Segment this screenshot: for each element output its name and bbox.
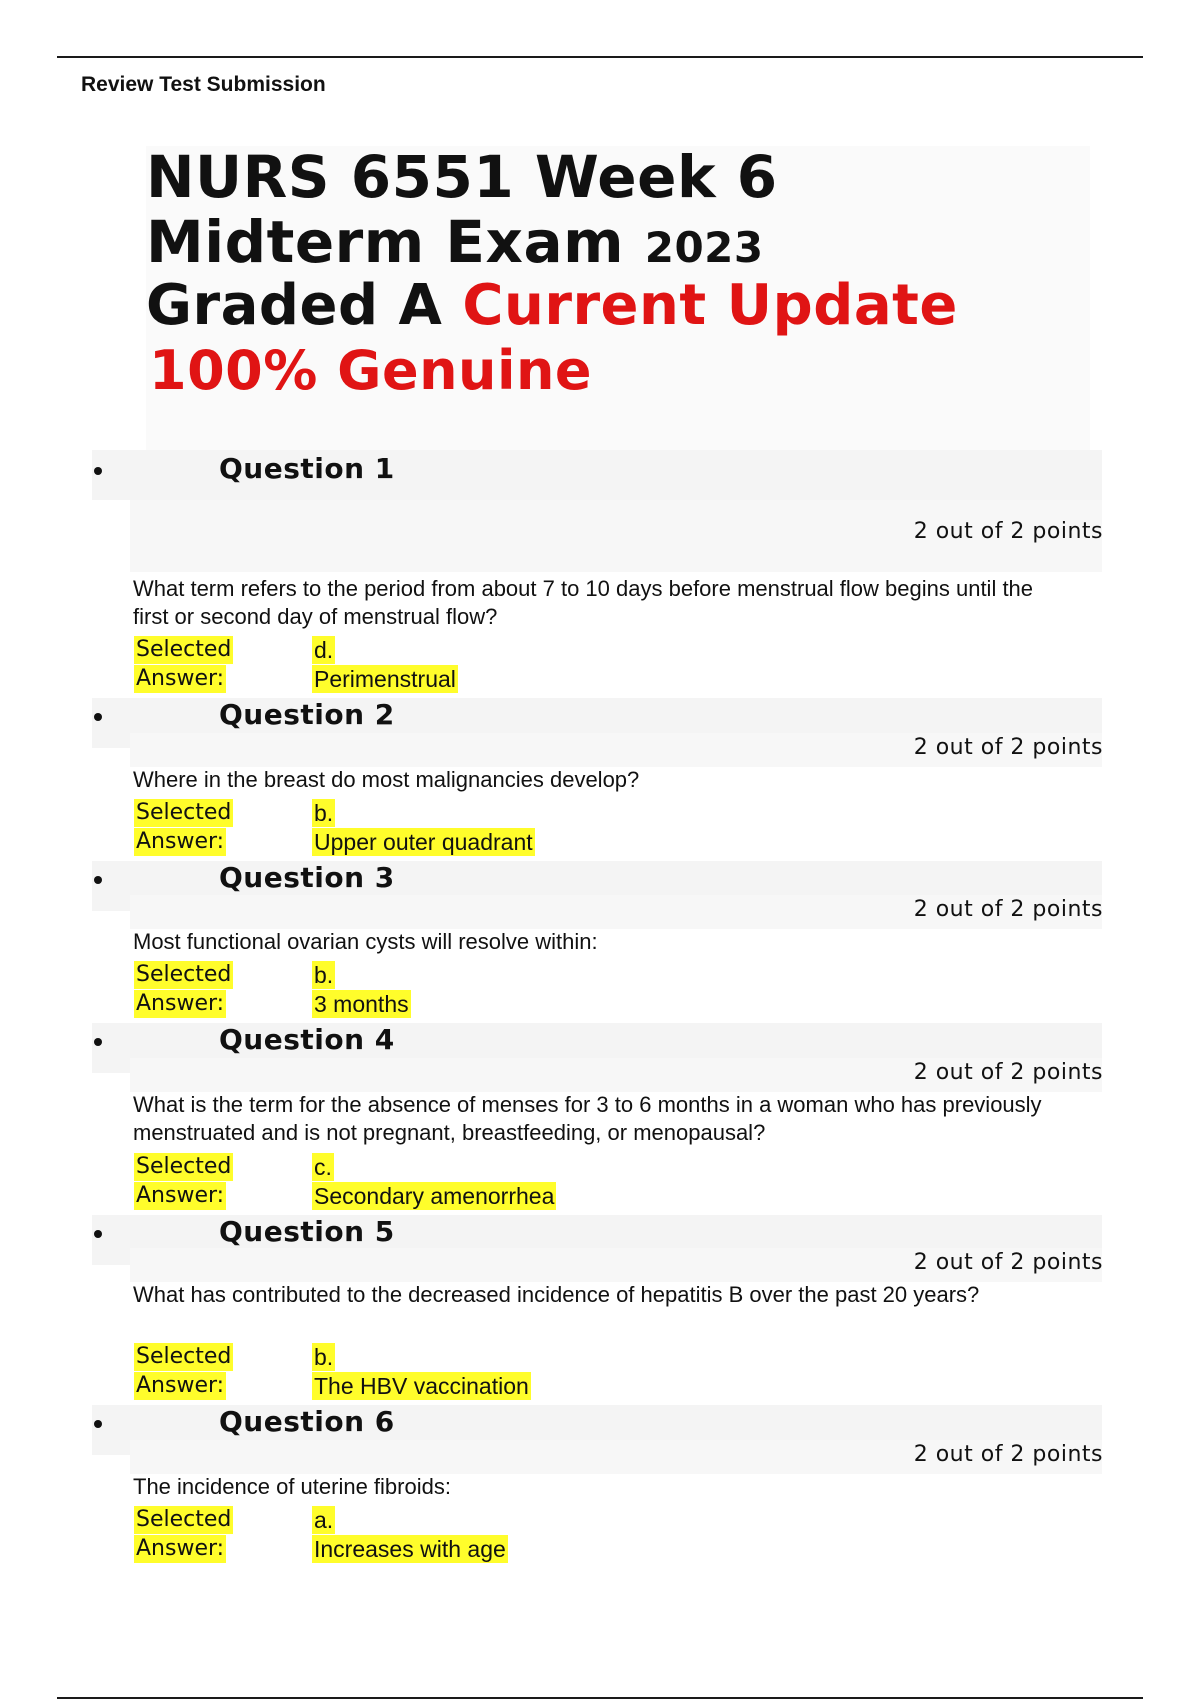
bullet-icon	[94, 713, 102, 721]
selected-label: Selected	[136, 637, 232, 662]
question-points: 2 out of 2 points	[913, 735, 1103, 760]
question-text: What has contributed to the decreased incidence of hepatitis B over the past 20 years?	[133, 1282, 980, 1307]
selected-answer: Increases with age	[314, 1536, 506, 1562]
selected-label: Selected	[136, 962, 232, 987]
title-line-1	[146, 143, 778, 211]
question-points: 2 out of 2 points	[913, 519, 1103, 544]
title-line-2	[146, 208, 764, 276]
answer-choice-letter: c.	[314, 1154, 332, 1180]
answer-choice-letter: b.	[314, 962, 334, 988]
title-line-4	[149, 339, 592, 402]
question-text: What term refers to the period from about 7 to 10 days before menstrual flow begins until the first or second day of menstrual flow?	[133, 576, 1034, 629]
question-text: Most functional ovarian cysts will resolve within:	[133, 929, 598, 954]
question-text: Where in the breast do most malignancies develop?	[133, 767, 640, 792]
question-points: 2 out of 2 points	[913, 1250, 1103, 1275]
title-genuine: 100% Genuine	[149, 339, 593, 402]
top-rule	[57, 56, 1143, 58]
question-text: What is the term for the absence of menses for 3 to 6 months in a woman who has previously menstruated and is not pregnant, breastfeeding, or menopausal?	[133, 1092, 1042, 1145]
question-points: 2 out of 2 points	[913, 1060, 1103, 1085]
bullet-icon	[94, 1230, 102, 1238]
selected-label: Selected	[136, 800, 232, 825]
selected-label: Selected	[136, 1154, 232, 1179]
answer-label: Answer:	[136, 991, 225, 1016]
question-title: Question 1	[219, 452, 395, 485]
answer-choice-letter: d.	[314, 637, 334, 663]
answer-label: Answer:	[136, 829, 225, 854]
answer-choice-letter: b.	[314, 1344, 334, 1370]
answer-label: Answer:	[136, 666, 225, 691]
selected-answer: Secondary amenorrhea	[314, 1183, 555, 1209]
question-points: 2 out of 2 points	[913, 1442, 1103, 1467]
answer-label: Answer:	[136, 1536, 225, 1561]
question-title: Question 5	[219, 1215, 395, 1248]
bullet-icon	[94, 1038, 102, 1046]
page-header: Review Test Submission	[81, 73, 326, 96]
title-exam: Midterm Exam	[146, 208, 625, 276]
question-points: 2 out of 2 points	[913, 897, 1103, 922]
answer-label: Answer:	[136, 1373, 225, 1398]
bullet-icon	[94, 467, 102, 475]
question-title: Question 4	[219, 1023, 395, 1056]
bullet-icon	[94, 1420, 102, 1428]
question-title: Question 6	[219, 1405, 395, 1438]
selected-label: Selected	[136, 1344, 232, 1369]
answer-label: Answer:	[136, 1183, 225, 1208]
title-grade: Graded A	[146, 273, 443, 338]
answer-choice-letter: a.	[314, 1507, 334, 1533]
title-course: NURS 6551 Week 6	[146, 143, 778, 211]
selected-answer: 3 months	[314, 991, 409, 1017]
question-text: The incidence of uterine fibroids:	[133, 1474, 451, 1499]
title-year: 2023	[644, 223, 764, 272]
answer-choice-letter: b.	[314, 800, 334, 826]
title-update: Current Update	[462, 273, 958, 338]
selected-answer: The HBV vaccination	[314, 1373, 529, 1399]
question-title: Question 2	[219, 698, 395, 731]
selected-answer: Upper outer quadrant	[314, 829, 533, 855]
bullet-icon	[94, 876, 102, 884]
title-line-3	[146, 273, 958, 338]
question-title: Question 3	[219, 861, 395, 894]
selected-label: Selected	[136, 1507, 232, 1532]
selected-answer: Perimenstrual	[314, 666, 456, 692]
bottom-rule	[57, 1697, 1143, 1699]
